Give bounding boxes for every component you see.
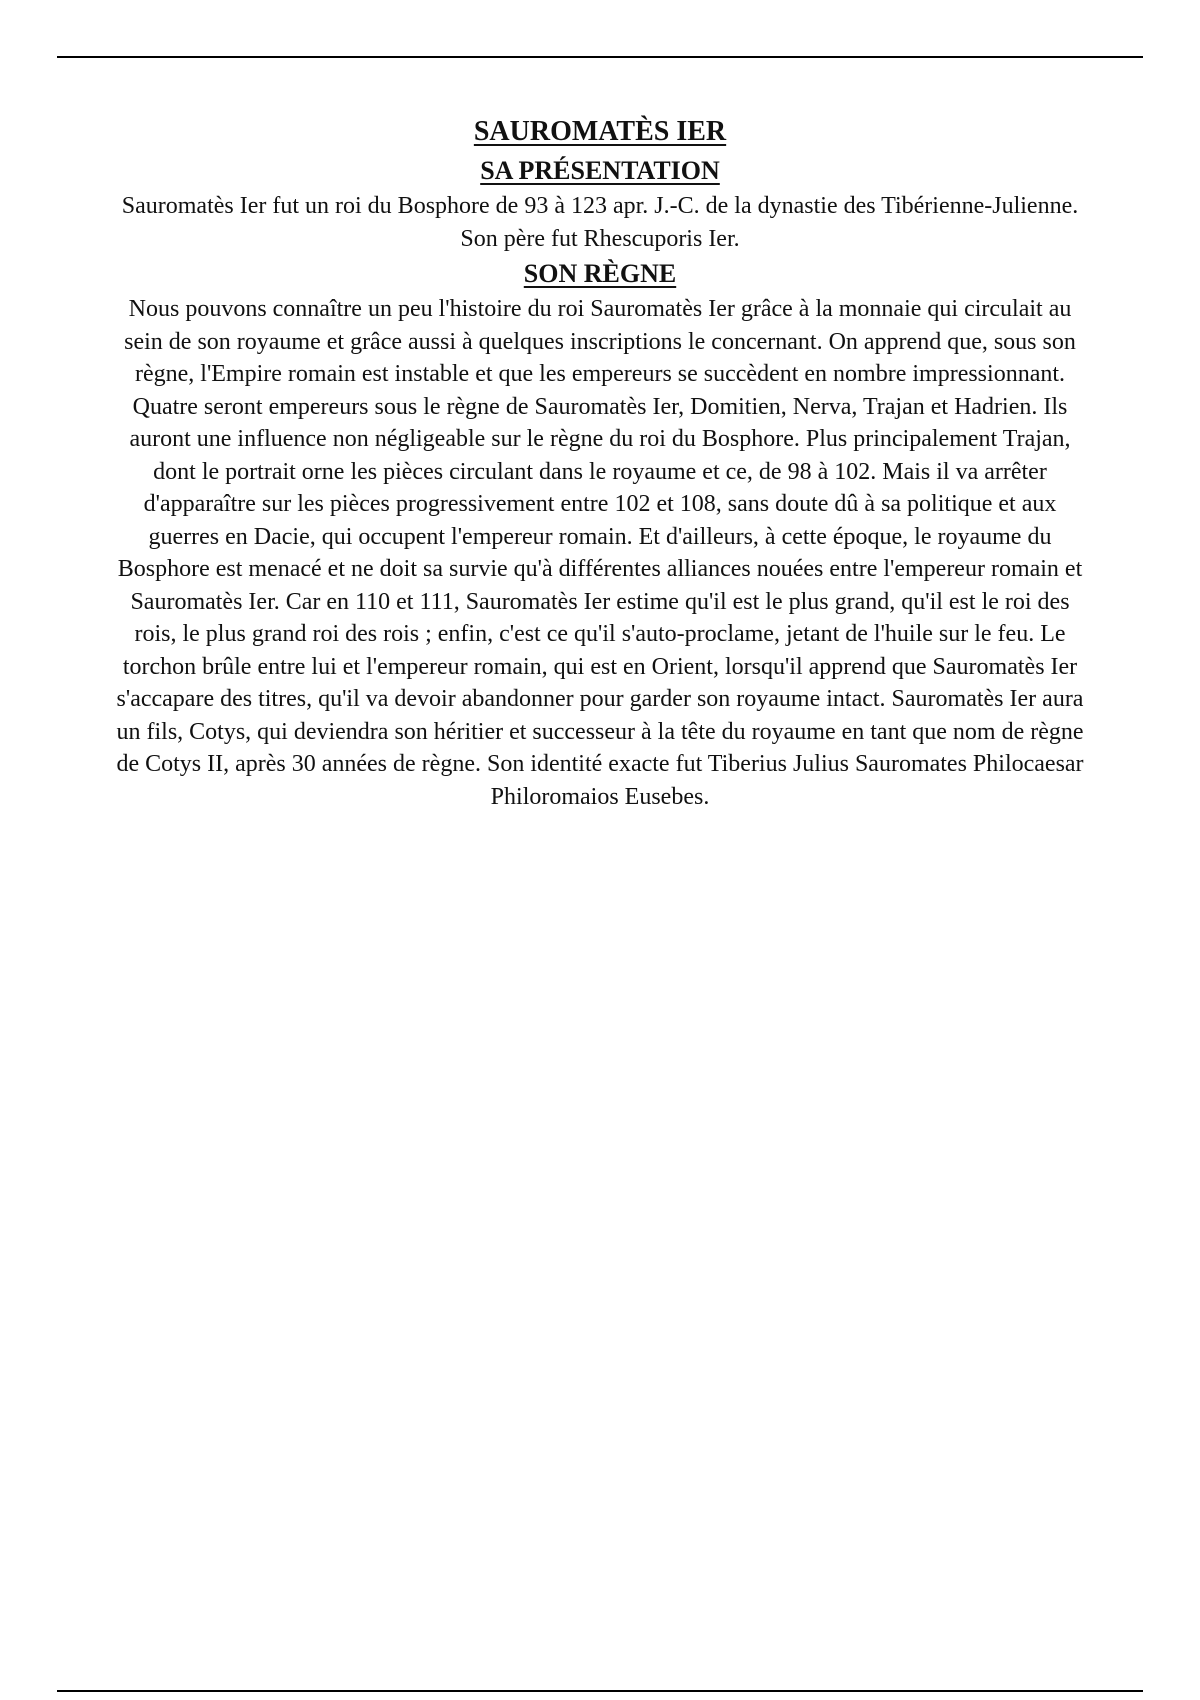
- section-heading-presentation: SA PRÉSENTATION: [480, 156, 720, 185]
- document-body: [110, 112, 1090, 813]
- bottom-rule: [57, 1690, 1143, 1692]
- section-text-regne: Nous pouvons connaître un peu l'histoire du roi Sauromatès Ier grâce à la monnaie qui circulait au sein de son royaume et grâce aussi à quelques inscriptions le concernant. On apprend que, sous son règne, l'Empire romain est instable et que les empereurs se succèdent en nombre impressionnant. Quatre seront empereurs sous le règne de Sauromatès Ier, Domitien, Nerva, Trajan et Hadrien. Ils auront une influence non négligeable sur le règne du roi du Bosphore. Plus principalement Trajan, dont le portrait orne les pièces circulant dans le royaume et ce, de 98 à 102. Mais il va arrêter d'apparaître sur les pièces progressivement entre 102 et 108, sans doute dû à sa politique et aux guerres en Dacie, qui occupent l'empereur romain. Et d'ailleurs, à cette époque, le royaume du Bosphore est menacé et ne doit sa survie qu'à différentes alliances nouées entre l'empereur romain et Sauromatès Ier. Car en 110 et 111, Sauromatès Ier estime qu'il est le plus grand, qu'il est le roi des rois, le plus grand roi des rois ; enfin, c'est ce qu'il s'auto-proclame, jetant de l'huile sur le feu. Le torchon brûle entre lui et l'empereur romain, qui est en Orient, lorsqu'il apprend que Sauromatès Ier s'accapare des titres, qu'il va devoir abandonner pour garder son royaume intact. Sauromatès Ier aura un fils, Cotys, qui deviendra son héritier et successeur à la tête du royaume en tant que nom de règne de Cotys II, après 30 années de règne. Son identité exacte fut Tiberius Julius Sauromates Philocaesar Philoromaios Eusebes.: [116, 296, 1084, 810]
- section-text-presentation: Sauromatès Ier fut un roi du Bosphore de 93 à 123 apr. J.-C. de la dynastie des Tibérienne-Julienne. Son père fut Rhescuporis Ier.: [121, 193, 1079, 252]
- section-heading-regne: SON RÈGNE: [523, 259, 677, 288]
- top-rule: [57, 56, 1143, 58]
- document-title: SAUROMATÈS IER: [473, 116, 727, 147]
